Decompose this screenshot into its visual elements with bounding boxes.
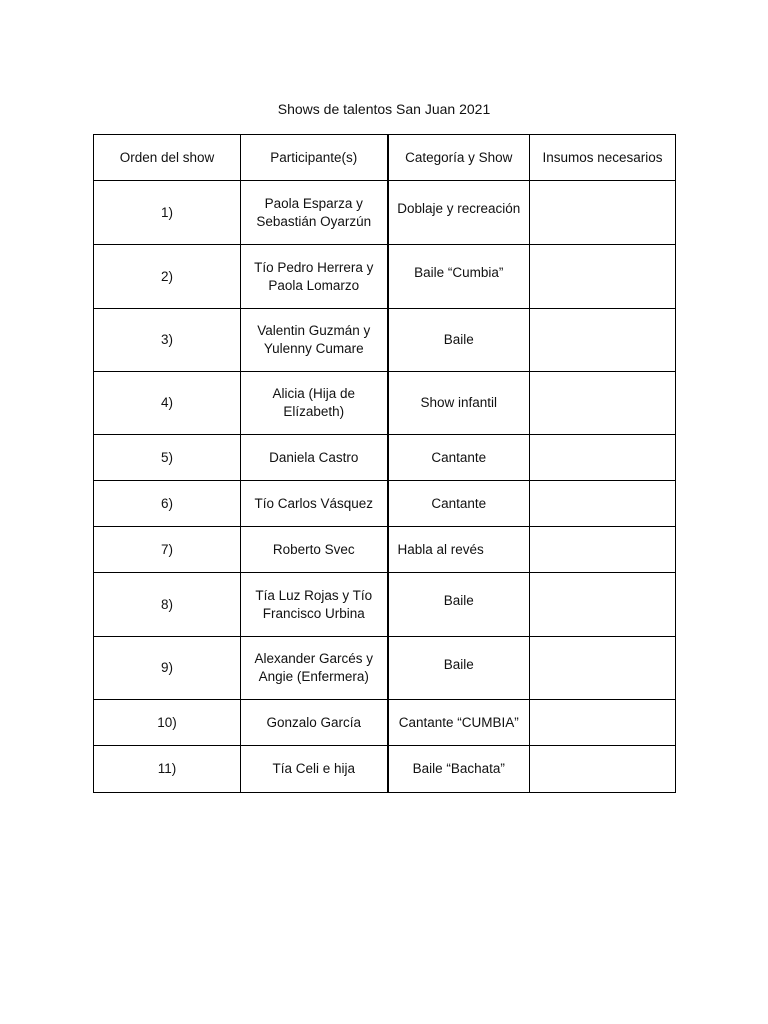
cell-order: 6): [94, 481, 241, 527]
cell-supplies: [530, 573, 676, 637]
cell-category: Habla al revés: [388, 527, 530, 573]
cell-supplies: [530, 700, 676, 746]
cell-supplies: [530, 245, 676, 309]
cell-order: 9): [94, 637, 241, 700]
table-row: [94, 372, 676, 435]
table-row: [94, 309, 676, 372]
cell-participants: Roberto Svec: [241, 527, 388, 573]
header-supplies: Insumos necesarios: [530, 135, 676, 181]
header-order: Orden del show: [94, 135, 241, 181]
cell-order: 2): [94, 245, 241, 309]
cell-order: 10): [94, 700, 241, 746]
table-row: [94, 435, 676, 481]
table-row: [94, 637, 676, 700]
cell-supplies: [530, 637, 676, 700]
cell-supplies: [530, 481, 676, 527]
cell-category: Show infantil: [388, 372, 530, 435]
cell-category: Doblaje y recreación: [388, 181, 530, 245]
cell-supplies: [530, 181, 676, 245]
cell-category: Cantante: [388, 435, 530, 481]
cell-order: 1): [94, 181, 241, 245]
cell-order: 4): [94, 372, 241, 435]
table-row: [94, 573, 676, 637]
cell-supplies: [530, 372, 676, 435]
cell-participants: Alexander Garcés y Angie (Enfermera): [241, 637, 388, 700]
cell-participants: Alicia (Hija de Elízabeth): [241, 372, 388, 435]
cell-order: 8): [94, 573, 241, 637]
cell-category: Baile “Cumbia”: [388, 245, 530, 309]
cell-category: Baile: [388, 637, 530, 700]
cell-participants: Daniela Castro: [241, 435, 388, 481]
cell-order: 5): [94, 435, 241, 481]
cell-category: Baile: [388, 309, 530, 372]
cell-order: 3): [94, 309, 241, 372]
table-row: [94, 700, 676, 746]
cell-participants: Tía Celi e hija: [241, 746, 388, 793]
cell-participants: Tío Carlos Vásquez: [241, 481, 388, 527]
table-row: [94, 527, 676, 573]
cell-participants: Tío Pedro Herrera y Paola Lomarzo: [241, 245, 388, 309]
cell-category: Baile “Bachata”: [388, 746, 530, 793]
table-row: [94, 481, 676, 527]
cell-participants: Valentin Guzmán y Yulenny Cumare: [241, 309, 388, 372]
cell-participants: Tía Luz Rojas y Tío Francisco Urbina: [241, 573, 388, 637]
cell-order: 11): [94, 746, 241, 793]
cell-supplies: [530, 435, 676, 481]
cell-supplies: [530, 527, 676, 573]
cell-supplies: [530, 309, 676, 372]
document-title: Shows de talentos San Juan 2021: [277, 101, 491, 117]
table-header-row: [94, 135, 676, 181]
header-category: Categoría y Show: [388, 135, 530, 181]
table-row: [94, 746, 676, 793]
cell-category: Baile: [388, 573, 530, 637]
cell-supplies: [530, 746, 676, 793]
cell-category: Cantante “CUMBIA”: [388, 700, 530, 746]
talent-show-table: [93, 134, 676, 793]
cell-participants: Gonzalo García: [241, 700, 388, 746]
cell-participants: Paola Esparza y Sebastián Oyarzún: [241, 181, 388, 245]
table-row: [94, 181, 676, 245]
table-row: [94, 245, 676, 309]
cell-category: Cantante: [388, 481, 530, 527]
header-participants: Participante(s): [241, 135, 388, 181]
cell-order: 7): [94, 527, 241, 573]
